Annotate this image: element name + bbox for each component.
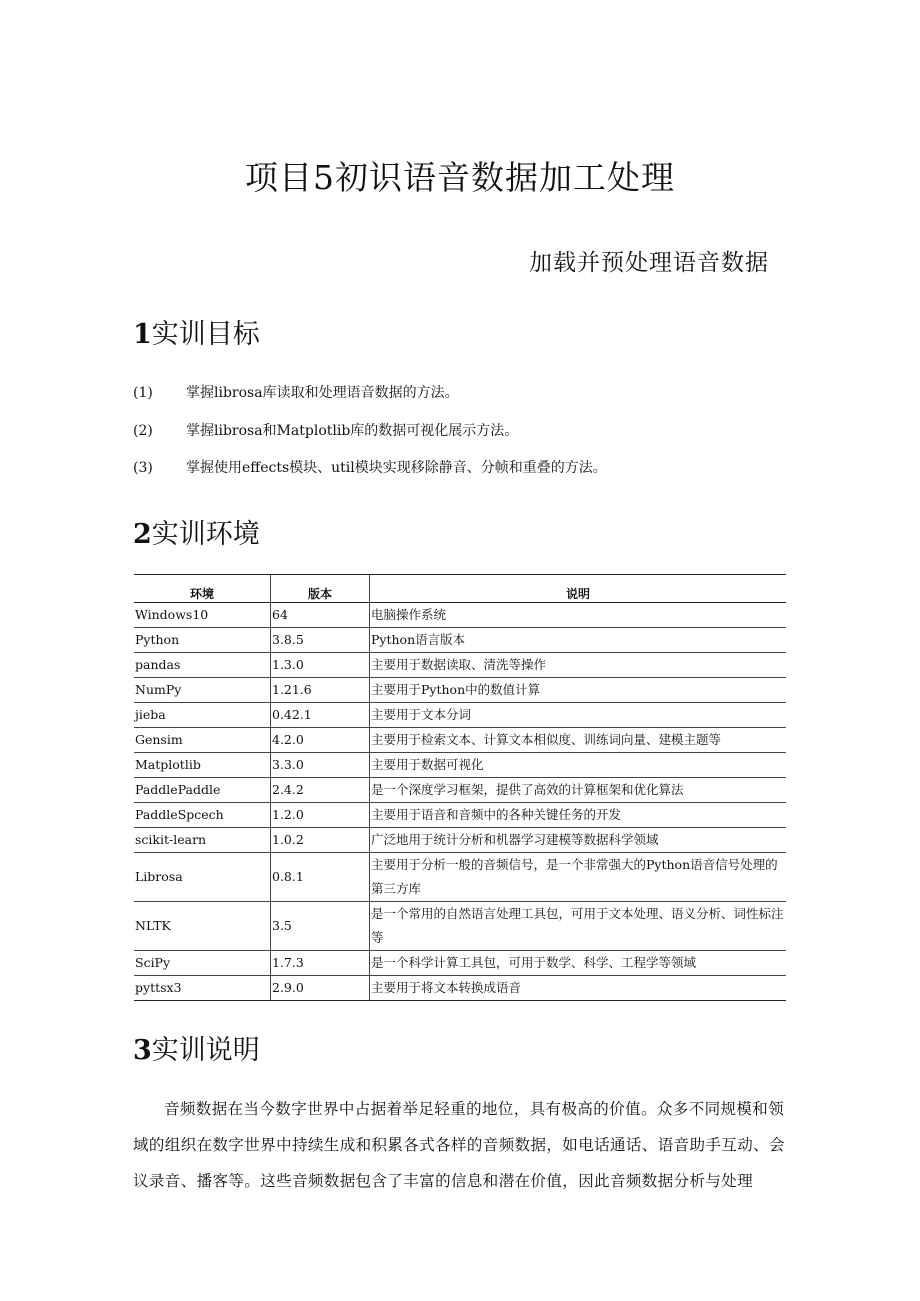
description-cell: 主要用于Python中的数值计算 — [370, 678, 787, 703]
column-header-environment: 环境 — [134, 575, 271, 603]
table-row — [134, 778, 786, 803]
description-cell: 电脑操作系统 — [370, 603, 787, 628]
env-cell: Python — [134, 628, 271, 653]
table-row — [134, 902, 786, 951]
version-cell: 64 — [271, 603, 370, 628]
env-cell: PaddlePaddle — [134, 778, 271, 803]
description-cell: 广泛地用于统计分析和机器学习建模等数据科学领域 — [370, 828, 787, 853]
table-row — [134, 678, 786, 703]
description-cell: 是一个深度学习框架，提供了高效的计算框架和优化算法 — [370, 778, 787, 803]
section-label: 实训目标 — [151, 319, 260, 350]
objective-number: (2) — [133, 423, 153, 439]
env-cell: PaddleSpcech — [134, 803, 271, 828]
section-label: 实训说明 — [151, 1035, 260, 1066]
objective-item — [133, 383, 459, 403]
version-cell: 2.4.2 — [271, 778, 370, 803]
table-row — [134, 828, 786, 853]
objective-number: (1) — [133, 385, 153, 401]
description-cell: 主要用于文本分词 — [370, 703, 787, 728]
description-cell: 是一个科学计算工具包，可用于数学、科学、工程学等领域 — [370, 951, 787, 976]
env-cell: Windows10 — [134, 603, 271, 628]
env-cell: NLTK — [134, 902, 271, 951]
body-paragraph: 音频数据在当今数字世界中占据着举足轻重的地位，具有极高的价值。众多不同规模和领域的组织在数字世界中持续生成和积累各式各样的音频数据，如电话通话、语音助手互动、会议录音、播客等。这些音频数据包含了丰富的信息和潜在价值，因此音频数据分析与处理 — [133, 1100, 785, 1190]
version-cell: 3.5 — [271, 902, 370, 951]
env-cell: Matplotlib — [134, 753, 271, 778]
description-cell: 主要用于数据可视化 — [370, 753, 787, 778]
env-cell: pyttsx3 — [134, 976, 271, 1001]
version-cell: 1.7.3 — [271, 951, 370, 976]
table-row — [134, 603, 786, 628]
section-number: 3 — [133, 1035, 152, 1066]
objective-item — [133, 421, 518, 441]
description-cell: Python语言版本 — [370, 628, 787, 653]
version-cell: 4.2.0 — [271, 728, 370, 753]
section-heading-description — [133, 1028, 260, 1067]
objective-text: 掌握librosa库读取和处理语音数据的方法。 — [186, 385, 459, 401]
section-number: 2 — [133, 519, 152, 550]
objective-number: (3) — [133, 460, 153, 476]
column-header-description: 说明 — [370, 575, 787, 603]
section-heading-objectives — [133, 312, 260, 351]
env-cell: jieba — [134, 703, 271, 728]
env-cell: pandas — [134, 653, 271, 678]
description-cell: 是一个常用的自然语言处理工具包，可用于文本处理、语义分析、词性标注等 — [370, 902, 787, 951]
table-row — [134, 803, 786, 828]
env-cell: SciPy — [134, 951, 271, 976]
table-row — [134, 753, 786, 778]
document-title: 项目5初识语音数据加工处理 — [245, 158, 675, 197]
version-cell: 2.9.0 — [271, 976, 370, 1001]
table-row — [134, 853, 786, 902]
section-heading-environment — [133, 512, 260, 551]
env-cell: Librosa — [134, 853, 271, 902]
table-row — [134, 703, 786, 728]
objective-text: 掌握librosa和Matplotlib库的数据可视化展示方法。 — [186, 423, 519, 439]
version-cell: 1.3.0 — [271, 653, 370, 678]
version-cell: 1.0.2 — [271, 828, 370, 853]
description-cell: 主要用于语音和音频中的各种关键任务的开发 — [370, 803, 787, 828]
version-cell: 1.2.0 — [271, 803, 370, 828]
table-row — [134, 653, 786, 678]
column-header-version: 版本 — [271, 575, 370, 603]
table-header-row — [134, 575, 786, 603]
version-cell: 3.8.5 — [271, 628, 370, 653]
objective-text: 掌握使用effects模块、util模块实现移除静音、分帧和重叠的方法。 — [186, 460, 607, 476]
objective-item — [133, 458, 607, 478]
table-row — [134, 728, 786, 753]
description-cell: 主要用于分析一般的音频信号，是一个非常强大的Python语音信号处理的第三方库 — [370, 853, 787, 902]
table-row — [134, 951, 786, 976]
version-cell: 0.42.1 — [271, 703, 370, 728]
env-cell: NumPy — [134, 678, 271, 703]
env-cell: Gensim — [134, 728, 271, 753]
environment-table — [134, 574, 786, 1001]
section-label: 实训环境 — [151, 519, 260, 550]
version-cell: 3.3.0 — [271, 753, 370, 778]
description-cell: 主要用于数据读取、清洗等操作 — [370, 653, 787, 678]
document-subtitle: 加载并预处理语音数据 — [529, 250, 769, 276]
table-row — [134, 628, 786, 653]
table-row — [134, 976, 786, 1001]
version-cell: 0.8.1 — [271, 853, 370, 902]
version-cell: 1.21.6 — [271, 678, 370, 703]
description-cell: 主要用于将文本转换成语音 — [370, 976, 787, 1001]
section-number: 1 — [133, 319, 152, 350]
env-cell: scikit-learn — [134, 828, 271, 853]
description-cell: 主要用于检索文本、计算文本相似度、训练词向量、建模主题等 — [370, 728, 787, 753]
